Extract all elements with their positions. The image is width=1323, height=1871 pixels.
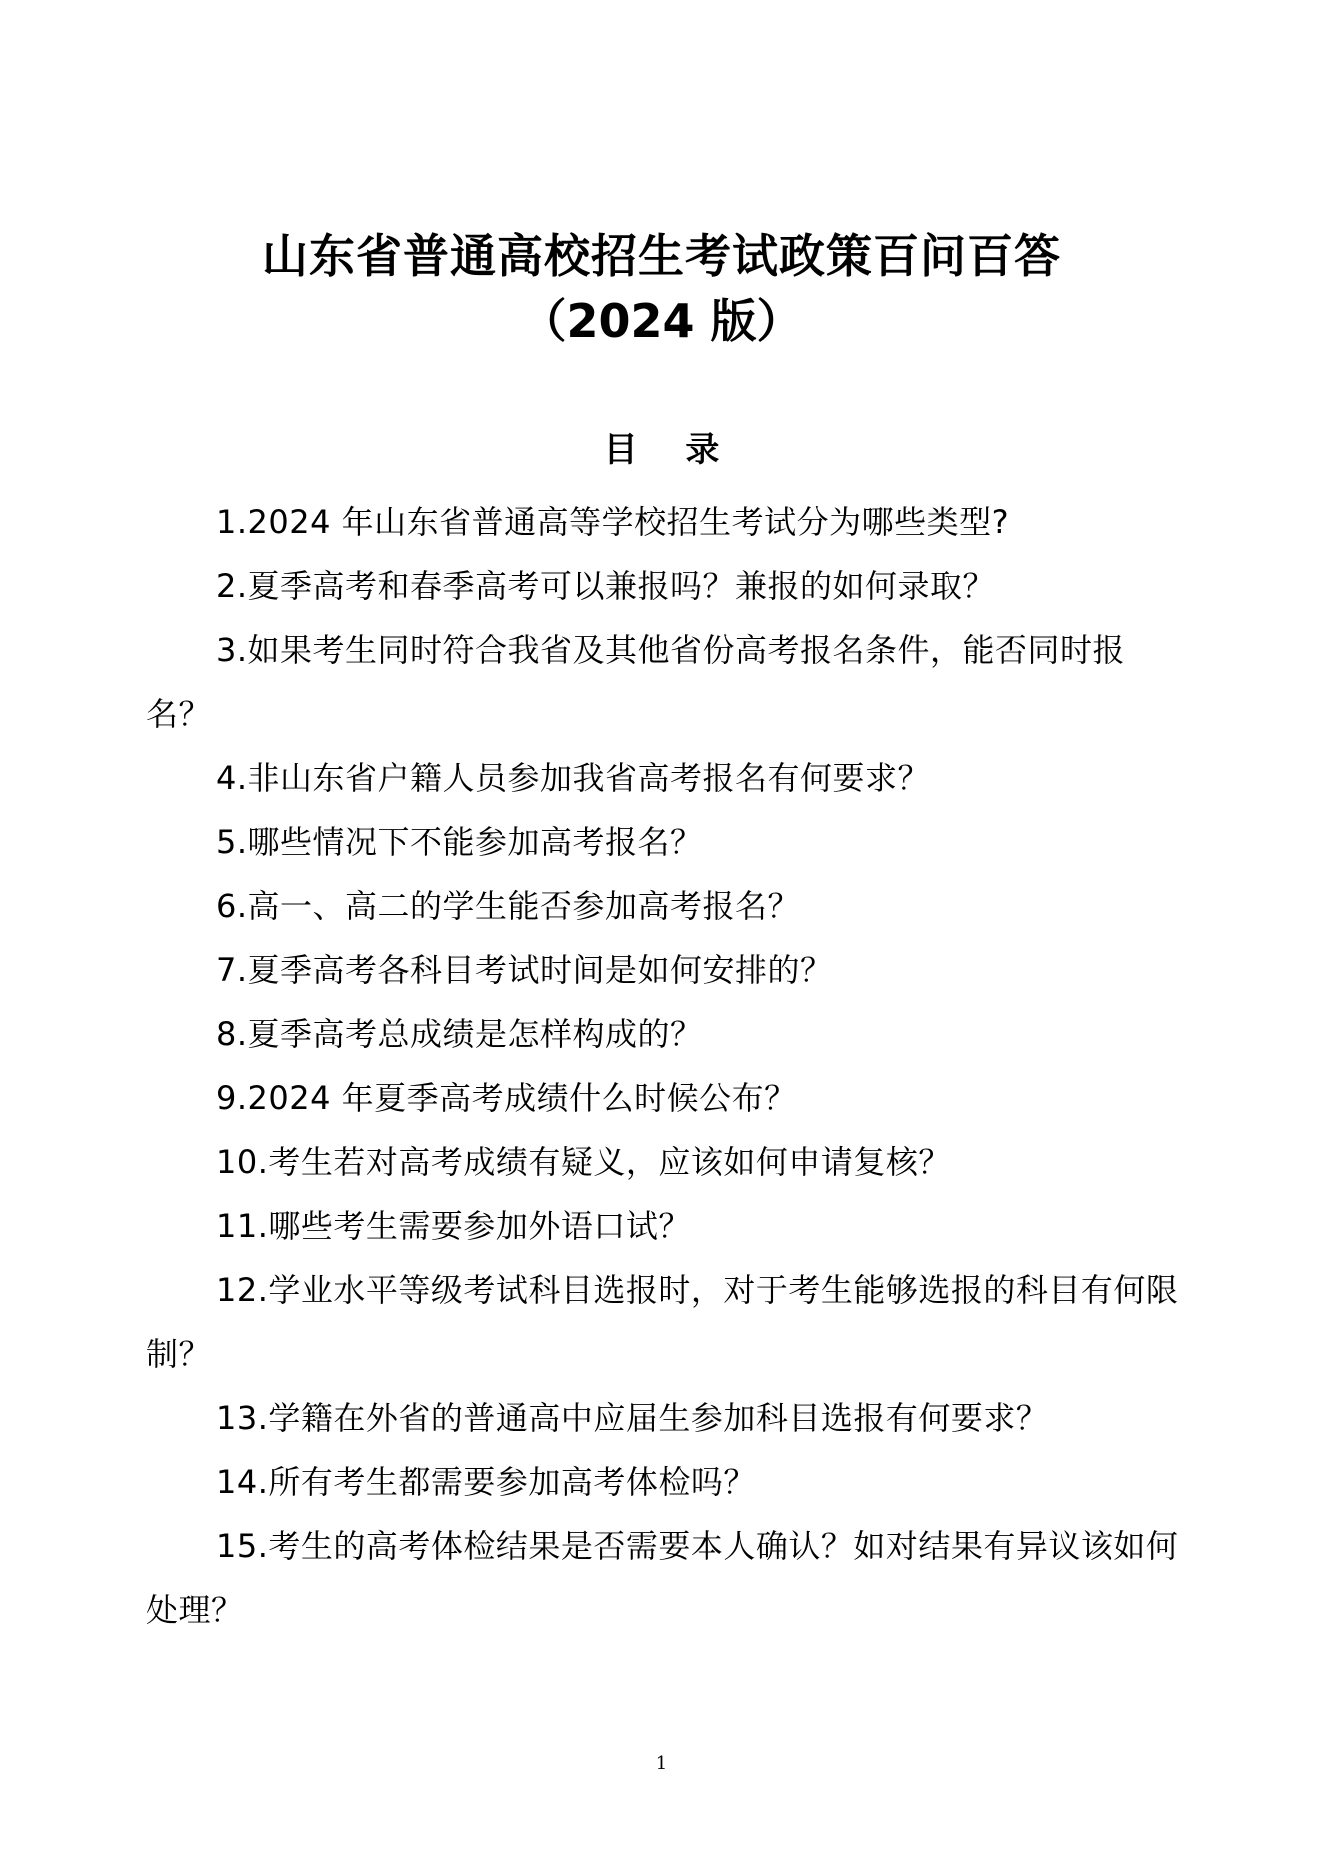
toc-item-8: 8.夏季高考总成绩是怎样构成的？ — [216, 1015, 703, 1053]
toc-item-3: 3.如果考生同时符合我省及其他省份高考报名条件，能否同时报名？ — [146, 631, 1126, 733]
toc-item-1: 1.2024 年山东省普通高等学校招生考试分为哪些类型? — [216, 503, 1010, 541]
toc-item-13: 13.学籍在外省的普通高中应届生参加科目选报有何要求？ — [216, 1399, 1049, 1437]
toc-item-10: 10.考生若对高考成绩有疑义，应该如何申请复核？ — [216, 1143, 951, 1181]
toc-item-5: 5.哪些情况下不能参加高考报名？ — [216, 823, 703, 861]
toc-item-4: 4.非山东省户籍人员参加我省高考报名有何要求？ — [216, 759, 931, 797]
document-title: 山东省普通高校招生考试政策百问百答 — [262, 229, 1061, 283]
toc-item-6: 6.高一、高二的学生能否参加高考报名？ — [216, 887, 801, 925]
toc-item-9: 9.2024 年夏季高考成绩什么时候公布？ — [216, 1079, 797, 1117]
toc-item-15: 15.考生的高考体检结果是否需要本人确认？如对结果有异议该如何处理？ — [146, 1527, 1179, 1629]
toc-heading: 目 录 — [603, 430, 738, 470]
page-number: 1 — [655, 1753, 668, 1774]
table-of-contents — [146, 490, 1186, 1642]
toc-item-12: 12.学业水平等级考试科目选报时，对于考生能够选报的科目有何限制？ — [146, 1271, 1179, 1373]
toc-item-7: 7.夏季高考各科目考试时间是如何安排的？ — [216, 951, 833, 989]
toc-item-11: 11.哪些考生需要参加外语口试？ — [216, 1207, 691, 1245]
document-subtitle: （2024 版） — [520, 294, 803, 348]
toc-item-14: 14.所有考生都需要参加高考体检吗？ — [216, 1463, 756, 1501]
toc-item-2: 2.夏季高考和春季高考可以兼报吗？兼报的如何录取？ — [216, 567, 996, 605]
